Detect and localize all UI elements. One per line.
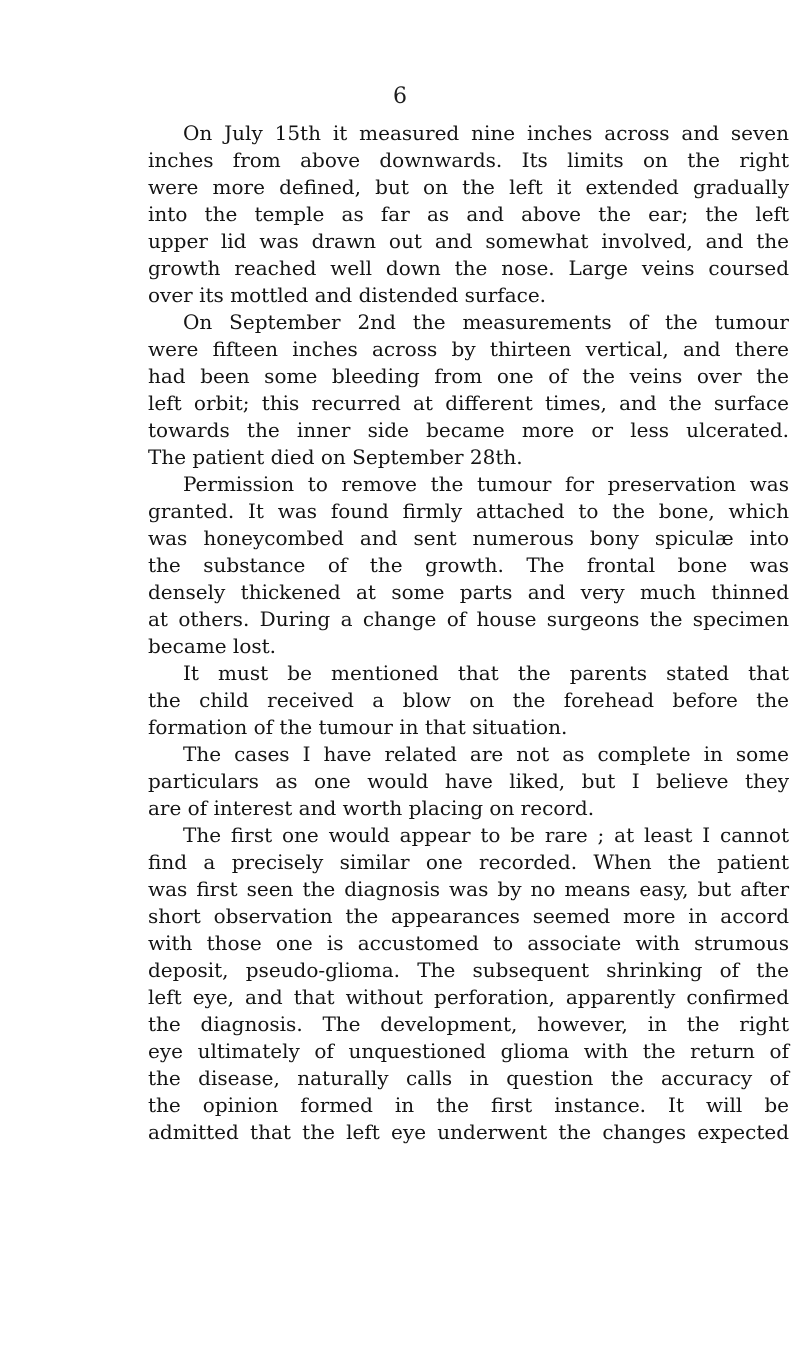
- text-line: towards the inner side became more or less ulcerated.: [148, 418, 789, 442]
- text-line: inches from above downwards. Its limits on the right: [148, 148, 789, 172]
- text-line: at others. During a change of house surgeons the specimen: [148, 607, 789, 631]
- page-number: 6: [393, 84, 407, 109]
- text-line: are of interest and worth placing on record.: [148, 796, 595, 820]
- text-line: On July 15th it measured nine inches across and seven: [183, 121, 789, 145]
- text-line: left eye, and that without perforation, apparently confirmed: [148, 985, 789, 1009]
- text-line: On September 2nd the measurements of the tumour: [183, 310, 789, 334]
- text-line: the substance of the growth. The frontal bone was: [148, 553, 789, 577]
- text-line: particulars as one would have liked, but I believe they: [148, 769, 789, 793]
- text-line: upper lid was drawn out and somewhat involved, and the: [148, 229, 789, 253]
- text-line: The first one would appear to be rare ; at least I cannot: [183, 823, 789, 847]
- text-line: the opinion formed in the first instance. It will be: [148, 1093, 789, 1117]
- text-line: the disease, naturally calls in question the accuracy of: [148, 1066, 789, 1090]
- text-line: were more defined, but on the left it extended gradually: [148, 175, 789, 199]
- text-line: into the temple as far as and above the ear; the left: [148, 202, 789, 226]
- text-line: was first seen the diagnosis was by no means easy, but after: [148, 877, 789, 901]
- text-line: deposit, pseudo-glioma. The subsequent shrinking of the: [148, 958, 789, 982]
- text-line: densely thickened at some parts and very much thinned: [148, 580, 789, 604]
- text-line: short observation the appearances seemed more in accord: [148, 904, 789, 928]
- text-line: granted. It was found firmly attached to the bone, which: [148, 499, 789, 523]
- text-line: the diagnosis. The development, however, in the right: [148, 1012, 789, 1036]
- text-line: formation of the tumour in that situation.: [148, 715, 568, 739]
- text-line: Permission to remove the tumour for preservation was: [183, 472, 789, 496]
- text-line: with those one is accustomed to associate with strumous: [148, 931, 789, 955]
- text-line: left orbit; this recurred at different times, and the surface: [148, 391, 789, 415]
- text-line: The patient died on September 28th.: [148, 445, 523, 469]
- text-line: over its mottled and distended surface.: [148, 283, 547, 307]
- text-line: had been some bleeding from one of the veins over the: [148, 364, 789, 388]
- text-line: the child received a blow on the forehead before the: [148, 688, 789, 712]
- text-line: were fifteen inches across by thirteen vertical, and there: [148, 337, 789, 361]
- text-line: It must be mentioned that the parents stated that: [183, 661, 789, 685]
- text-line: find a precisely similar one recorded. When the patient: [148, 850, 789, 874]
- text-line: admitted that the left eye underwent the changes expected: [148, 1120, 789, 1144]
- text-line: eye ultimately of unquestioned glioma with the return of: [148, 1039, 789, 1063]
- text-line: became lost.: [148, 634, 277, 658]
- text-line: growth reached well down the nose. Large veins coursed: [148, 256, 789, 280]
- text-line: The cases I have related are not as complete in some: [183, 742, 789, 766]
- text-line: was honeycombed and sent numerous bony spiculæ into: [148, 526, 789, 550]
